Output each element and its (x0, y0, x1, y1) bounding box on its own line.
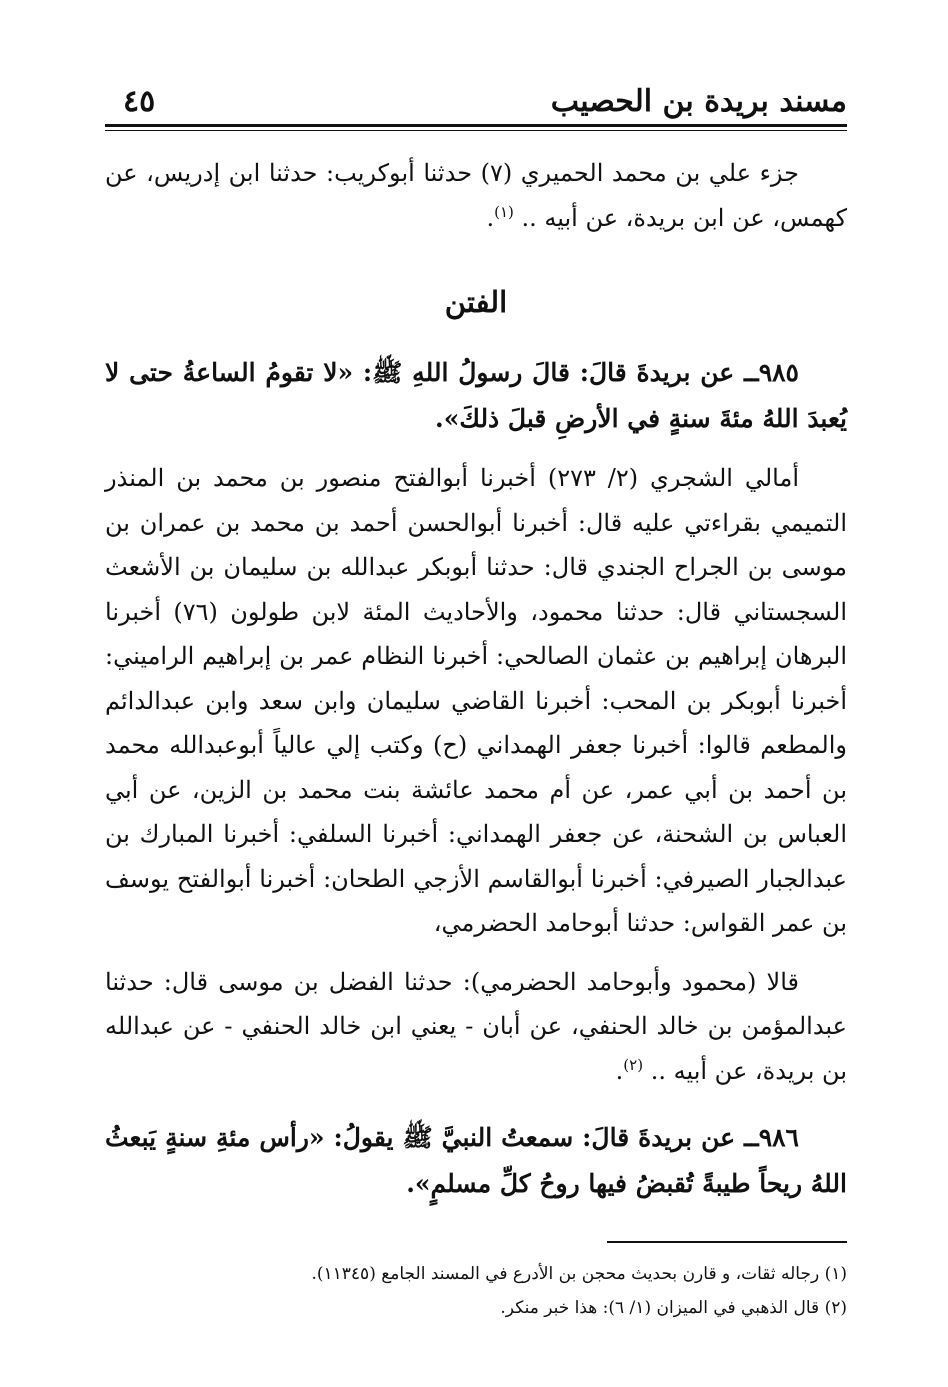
hadith-986: ٩٨٦ــ عن بريدةَ قالَ: سمعتُ النبيَّ ﷺ يقولُ: «رأس مئةِ سنةٍ يَبعثُ اللهُ ريحاً طيبةً تُقبضُ فيها روحُ كلِّ مسلمٍ». (105, 1123, 847, 1198)
footnote-separator (607, 1241, 847, 1243)
sources-985-paragraph-1: أمالي الشجري (٢/ ٢٧٣) أخبرنا أبوالفتح منصور بن محمد بن المنذر التميمي بقراءتي عليه قال: أخبرنا أبوالحسن أحمد بن محمد بن عمران بن موسى بن الجراح الجندي قال: حدثنا أبوبكر عبدالله بن سليمان بن الأشعث السجستاني قال: حدثنا محمود، والأحاديث المئة لابن طولون (٧٦) أخبرنا البرهان إبراهيم بن عثمان الصالحي: أخبرنا النظام عمر بن إبراهيم الراميني: أخبرنا أبوبكر بن المحب: أخبرنا القاضي سليمان وابن سعد وابن عبدالدائم والمطعم قالوا: أخبرنا جعفر الهمداني (ح) وكتب إلي عالياً أبوعبدالله محمد بن أحمد بن أبي عمر، عن أم محمد عائشة بنت محمد بن الزين، عن أبي العباس بن الشحنة، عن جعفر الهمداني: أخبرنا السلفي: أخبرنا المبارك بن عبدالجبار الصيرفي: أخبرنا أبوالقاسم الأزجي الطحان: أخبرنا أبوالفتح يوسف بن عمر القواس: حدثنا أبوحامد الحضرمي، (105, 464, 847, 937)
page-number: ٤٥ (123, 84, 156, 119)
sources-985-paragraph-2-text: قالا (محمود وأبوحامد الحضرمي): حدثنا الفضل بن موسى قال: حدثنا عبدالمؤمن بن خالد الحنفي، عن أبان - يعني ابن خالد الحنفي - عن عبدالله بن بريدة، عن أبيه .. (105, 967, 847, 1085)
book-page (105, 78, 847, 1325)
footnotes (105, 1257, 847, 1325)
footnote-ref-2: (٢) (623, 1055, 644, 1074)
continuation-end: . (486, 203, 495, 232)
continuation-paragraph (105, 151, 847, 240)
sources-985-paragraph-2-end: . (615, 1056, 624, 1085)
running-title: مسند بريدة بن الحصيب (550, 84, 847, 119)
header-rule-thick (105, 124, 847, 127)
footnote-2: (٢) قال الذهبي في الميزان (١/ ٦): هذا خبر منكر. (500, 1298, 847, 1318)
section-title: الفتن (444, 285, 508, 319)
page-header (105, 78, 847, 120)
footnote-1: (١) رجاله ثقات، و قارن بحديث محجن بن الأدرع في المسند الجامع (١١٣٤٥). (311, 1264, 847, 1284)
header-rule-thin (105, 130, 847, 131)
sources-985-paragraph-2 (105, 960, 847, 1094)
continuation-text: جزء علي بن محمد الحميري (٧) حدثنا أبوكريب: حدثنا ابن إدريس، عن كهمس، عن ابن بريدة، عن أبيه .. (105, 159, 847, 232)
footnote-ref-1: (١) (494, 202, 514, 221)
hadith-985: ٩٨٥ــ عن بريدةَ قالَ: قالَ رسولُ اللهِ ﷺ: «لا تقومُ الساعةُ حتى لا يُعبدَ اللهُ مئةَ سنةٍ في الأرضِ قبلَ ذلكَ». (105, 358, 847, 433)
